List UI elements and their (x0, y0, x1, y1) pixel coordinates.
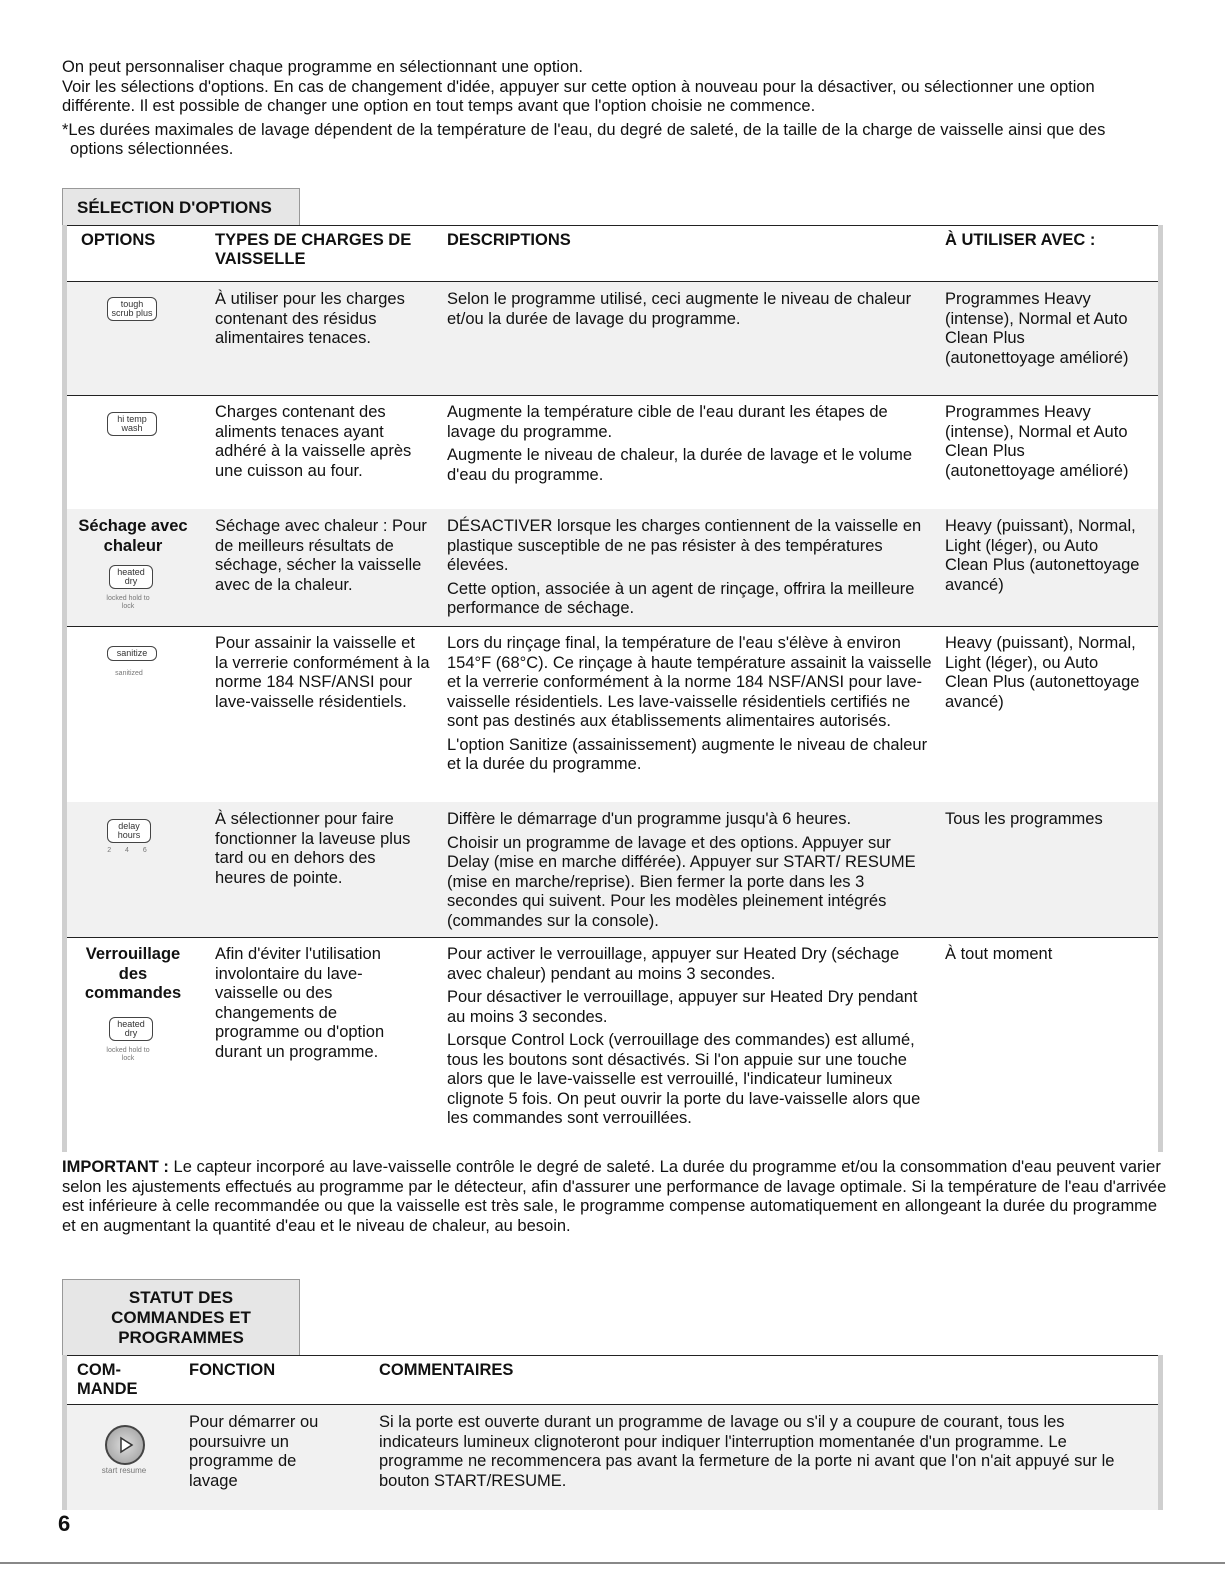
option-description-text: Lors du rinçage final, la température de l'eau s'élève à environ 154°F (68°C). Ce rinçage à haute température assainit la vaisselle et la verrerie conformément à la norme 184 NSF/ANSI pour lave-vaisselle résidentiels. Les lave-vaisselle résidentiels certifiés ne sont pas destinés aux établissements alimentaires autorisés. (447, 634, 932, 730)
play-triangle-icon (107, 1427, 143, 1463)
important-text: Le capteur incorporé au lave-vaisselle contrôle le degré de saleté. La durée du programme et/ou la consommation d'eau peuvent varier selon les ajustements effectués au programme par le détecteur, afin d'assurer une performance de lavage optimale. Si la température de l'eau d'arrivée est inférieure à celle recommandée ou que la vaisselle est très sale, le programme compense automatiquement en allongeant la durée du programme et en augmentant la quantité d'eau et le niveau de chaleur, au besoin. (62, 1158, 1167, 1235)
option-row-delay-hours (67, 802, 1158, 938)
option-description (447, 517, 937, 623)
option-description (447, 945, 937, 1133)
status-table (62, 1355, 1163, 1510)
option-description-text-2: Cette option, associée à un agent de rinçage, offrira la meilleure performance de séchage. (447, 579, 915, 617)
option-description-text: DÉSACTIVER lorsque les charges contiennent de la vaisselle en plastique susceptible de ne pas résister à des températures élevées. (447, 517, 922, 574)
play-icon (105, 1425, 145, 1465)
status-tab-label (62, 1279, 300, 1355)
option-row-sanitize (67, 626, 1158, 803)
option-types-text: Pour assainir la vaisselle et la verrerie conformément à la norme 184 NSF/ANSI pour lave-vaisselle résidentiels. (215, 634, 430, 711)
bottom-divider (0, 1562, 1225, 1564)
delay-hours-button-icon: delay hours (107, 819, 151, 843)
options-tab-label-text: SÉLECTION D'OPTIONS (77, 198, 272, 217)
option-description-text-2: Pour désactiver le verrouillage, appuyer sur Heated Dry pendant au moins 3 secondes. (447, 988, 918, 1026)
option-description-text: Selon le programme utilisé, ceci augmente le niveau de chaleur et/ou la durée de lavage du programme. (447, 290, 912, 328)
option-description (447, 403, 937, 489)
header-function: FONCTION (189, 1361, 276, 1379)
page-number: 6 (58, 1511, 71, 1536)
option-description-text-2: L'option Sanitize (assainissement) augmente le niveau de chaleur et la durée du programme. (447, 735, 928, 773)
header-comments: COMMENTAIRES (379, 1361, 514, 1379)
option-use-with-text: Heavy (puissant), Normal, Light (léger), ou Auto Clean Plus (autonettoyage avancé) (945, 517, 1140, 594)
option-description (447, 810, 937, 935)
important-note (62, 1158, 1167, 1236)
option-types-text: Séchage avec chaleur : Pour de meilleurs résultats de séchage, sécher la vaisselle avec de la chaleur. (215, 517, 427, 594)
hi-temp-wash-button-icon: hi temp wash (107, 412, 157, 436)
header-use-with: À UTILISER AVEC : (945, 231, 1096, 249)
option-types-text: À sélectionner pour faire fonctionner la laveuse plus tard ou en dehors des heures de pointe. (215, 810, 411, 887)
intro-paragraph-1: On peut personnaliser chaque programme en sélectionnant une option. (62, 58, 584, 76)
options-table (62, 225, 1163, 1152)
header-command: COM- MANDE (77, 1361, 138, 1398)
intro-text (62, 58, 1162, 160)
options-tab-label (62, 188, 300, 225)
header-types: TYPES DE CHARGES DE VAISSELLE (215, 231, 412, 268)
status-tab-label-text: STATUT DES COMMANDES ET PROGRAMMES (111, 1288, 251, 1347)
status-table-header (67, 1355, 1158, 1405)
option-description-text-2: Augmente le niveau de chaleur, la durée de lavage et le volume d'eau du programme. (447, 446, 913, 484)
intro-note: *Les durées maximales de lavage dépendent de la température de l'eau, du degré de saleté, de la taille de la charge de vaisselle ainsi que des options sélectionnées. (62, 120, 1106, 158)
option-types-text: À utiliser pour les charges contenant des résidus alimentaires tenaces. (215, 290, 405, 347)
option-types-text: Charges contenant des aliments tenaces ayant adhéré à la vaisselle après une cuisson au four. (215, 403, 412, 480)
option-row-control-lock (67, 937, 1158, 1150)
locked-indicator-icon: locked hold to lock (106, 595, 150, 610)
option-use-with-text: À tout moment (945, 945, 1053, 963)
option-types-text: Afin d'éviter l'utilisation involontaire du lave-vaisselle ou des changements de programme ou d'option durant un programme. (215, 945, 385, 1061)
option-use-with-text: Tous les programmes (945, 810, 1103, 828)
option-use-with-text: Programmes Heavy (intense), Normal et Auto Clean Plus (autonettoyage amélioré) (945, 290, 1129, 367)
status-row-start-resume (67, 1405, 1158, 1510)
start-resume-label: start resume (101, 1466, 147, 1475)
option-row-hi-temp-wash (67, 395, 1158, 510)
heated-dry-button-icon: heated dry (109, 1017, 153, 1041)
option-description-text-2: Choisir un programme de lavage et des options. Appuyer sur Delay (mise en marche différée). Appuyer sur START/ RESUME (mise en marche/reprise). Bien fermer la porte dans les 3 secondes qui suivent. Pour les modèles pleinement intégrés (commandes sur la console). (447, 833, 916, 930)
important-label: IMPORTANT : (62, 1158, 169, 1176)
option-use-with-text: Heavy (puissant), Normal, Light (léger), ou Auto Clean Plus (autonettoyage avancé) (945, 634, 1140, 711)
option-description-text: Pour activer le verrouillage, appuyer sur Heated Dry (séchage avec chaleur) pendant au moins 3 secondes. (447, 945, 900, 983)
option-use-with-text: Programmes Heavy (intense), Normal et Auto Clean Plus (autonettoyage amélioré) (945, 403, 1129, 480)
status-comments-text: Si la porte est ouverte durant un programme de lavage ou s'il y a coupure de courant, tous les indicateurs lumineux clignoteront pour indiquer l'interruption momentanée d'un programme. Le programme ne recommencera pas avant la fermeture de la porte ni avant que l'on n'ait appuyé sur le bouton START/RESUME. (379, 1413, 1115, 1490)
option-name-heated-dry: Séchage avec chaleur (78, 517, 188, 555)
sanitized-indicator-icon: sanitized (115, 670, 143, 677)
option-description-text-3: Lorsque Control Lock (verrouillage des commandes) est allumé, tous les boutons sont désactivés. Si l'on appuie sur une touche alors que le lave-vaisselle est verrouillé, l'indicateur lumineux clignote 5 fois. On peut ouvrir la porte du lave-vaisselle alors que les commandes sont verrouillées. (447, 1031, 921, 1127)
heated-dry-button-icon: heated dry (109, 565, 153, 589)
locked-indicator-icon: locked hold to lock (106, 1047, 150, 1062)
tough-scrub-plus-button-icon: tough scrub plus (107, 297, 157, 321)
option-description (447, 634, 937, 779)
intro-paragraph-2: Voir les sélections d'options. En cas de changement d'idée, appuyer sur cette option à nouveau pour la désactiver, ou sélectionner une option différente. Il est possible de changer une option en tout temps avant que l'option choisie ne commence. (62, 77, 1095, 115)
header-options: OPTIONS (81, 231, 156, 249)
header-descriptions: DESCRIPTIONS (447, 231, 571, 249)
options-table-header (67, 225, 1158, 282)
option-name-control-lock: Verrouillage des commandes (84, 945, 182, 1002)
option-row-heated-dry (67, 509, 1158, 627)
sanitize-button-icon: sanitize (107, 646, 157, 661)
option-description-text: Augmente la température cible de l'eau durant les étapes de lavage du programme. (447, 403, 888, 441)
delay-hours-indicator-icon: 2 4 6 (107, 847, 153, 854)
status-function-text: Pour démarrer ou poursuivre un programme de lavage (189, 1413, 319, 1490)
option-row-tough-scrub (67, 282, 1158, 396)
option-description-text: Diffère le démarrage d'un programme jusqu'à 6 heures. (447, 810, 852, 828)
